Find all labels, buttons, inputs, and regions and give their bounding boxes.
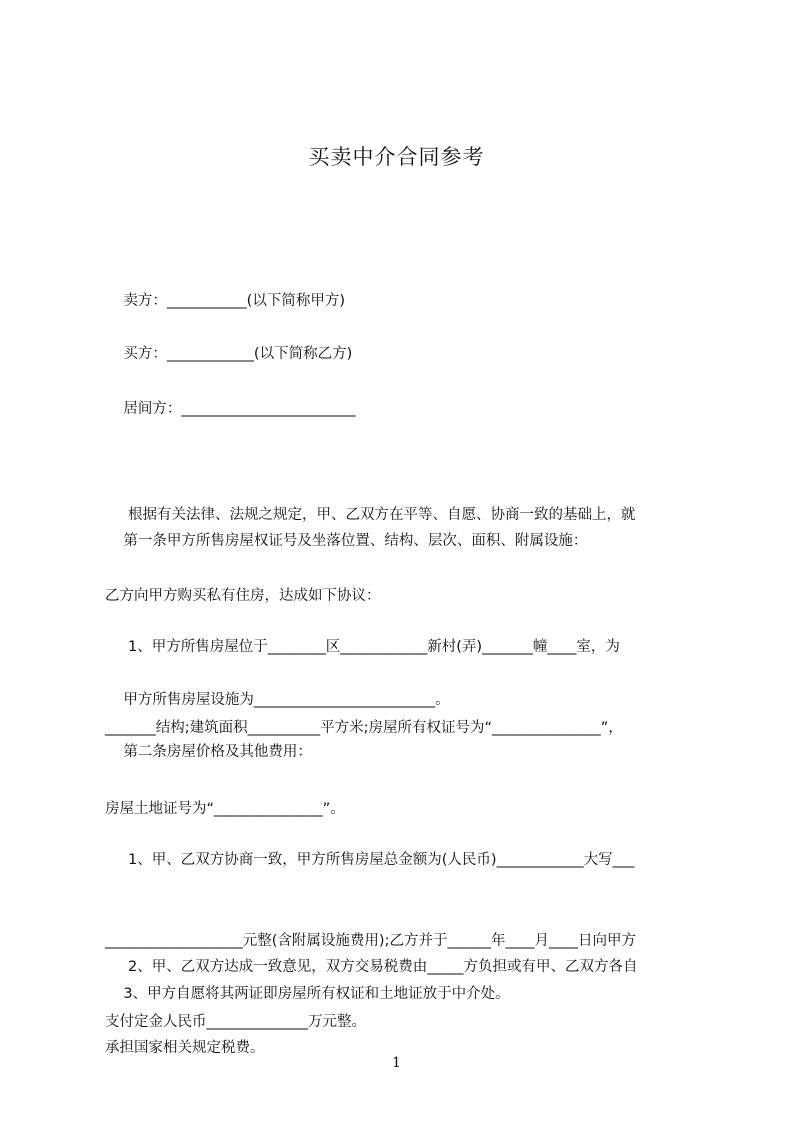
buyer-line (105, 341, 705, 368)
text-line: 1、甲方所售房屋位于________区____________新村(弄)_______幢____室，为 (105, 639, 620, 655)
text-line: 1、甲、乙双方协商一致，甲方所售房屋总金额为(人民币)____________大写___ (105, 852, 635, 868)
text-line: _______结构;建筑面积__________平方米;房屋所有权证号为“_______________”， (105, 720, 623, 736)
text-line: 根据有关法律、法规之规定，甲、乙双方在平等、自愿、协商一致的基础上，就 (105, 507, 636, 523)
seller-line (105, 288, 705, 315)
text-line: 2、甲、乙双方达成一致意见，双方交易税费由_____方负担或有甲、乙双方各自 (105, 959, 638, 975)
text-line: 房屋土地证号为“_______________”。 (105, 801, 345, 817)
text-line: 买方：____________(以下简称乙方) (105, 346, 353, 362)
text-line: 居间方：________________________ (105, 401, 356, 417)
text-line: 第二条房屋价格及其他费用： (105, 744, 312, 760)
page-number: 1 (392, 1055, 401, 1071)
clause-2-2-paragraph (105, 900, 705, 1116)
article-2-heading (105, 739, 705, 766)
text-line: 乙方向甲方购买私有住房，达成如下协议： (105, 588, 381, 604)
article-1-heading (105, 528, 705, 555)
text-line: 承担国家相关规定税费。 (105, 1040, 265, 1056)
intermediary-line (105, 396, 705, 423)
text-line: ___________________元整(含附属设施费用);乙方并于______年____月____日向甲方 (105, 933, 636, 949)
clause-2-3-paragraph (105, 981, 705, 1008)
text-line: 甲方所售房屋设施为_________________________。 (105, 692, 450, 708)
text-line: 卖方：___________(以下简称甲方) (105, 293, 345, 309)
text-line: 支付定金人民币______________万元整。 (105, 1014, 366, 1030)
text-line: 3、甲方自愿将其两证即房屋所有权证和土地证放于中介处。 (105, 986, 510, 1002)
text-line: 第一条甲方所售房屋权证号及坐落位置、结构、层次、面积、附属设施： (105, 533, 588, 549)
facilities-line (105, 687, 705, 714)
document-title: 买卖中介合同参考 (308, 145, 485, 169)
